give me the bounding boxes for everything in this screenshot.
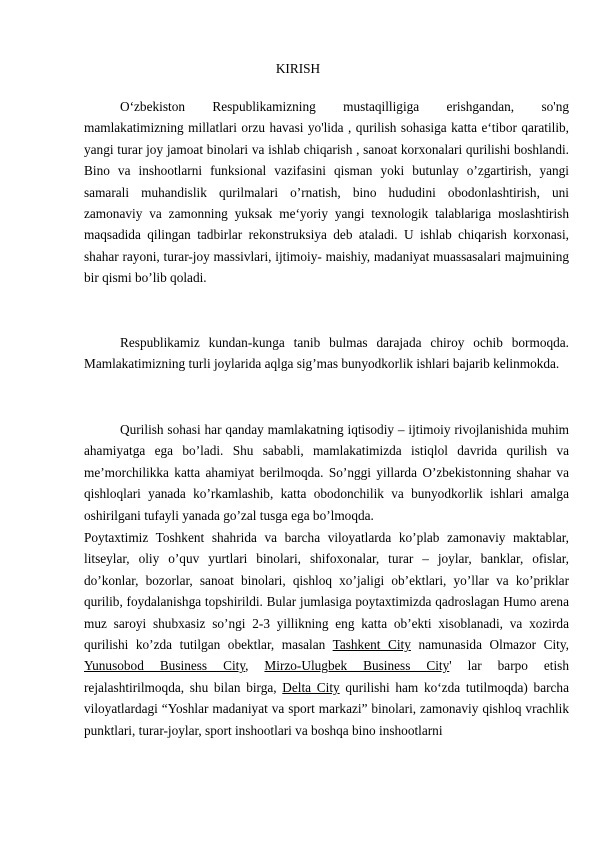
paragraph-4 xyxy=(84,527,569,741)
paragraph-4-text-3: , xyxy=(245,658,265,674)
link-tashkent-city[interactable]: Tashkent City xyxy=(332,637,411,653)
paragraph-2: Respublikamiz kundan-kunga tanib bulmas darajada chiroy ochib bormoqda. Mamlakatimizning turli joylarida aqlga sig’mas bunyodkorlik ishlari bajarib kelinmokda. xyxy=(84,335,569,372)
paragraph-4-text-4: ' lar barpo etish rejalashtirilmoqda, shu bilan birga, xyxy=(84,658,570,695)
link-yunusobod-business-city[interactable]: Yunusobod Business City xyxy=(84,658,246,674)
paragraph-3: Qurilish sohasi har qanday mamlakatning iqtisodiy – ijtimoiy rivojlanishida muhim ahamiyatga ega bo’ladi. Shu sababli, mamlakatimizda istiqlol davrida qurilish va me’morchilikka katta ahamiyat berilmoqda. So’nggi yillarda O’zbekistonning shahar va qishloqlari yanada ko’rkamlashib, katta obodonchilik va bunyodkorlik ishlari amalga oshirilgani tufayli yanada go’zal tusga ega bo’lmoqda. xyxy=(84,422,569,523)
paragraph-4-text-5: qurilishi ham ko‘zda tutilmoqda) barcha viloyatlardagi “Yoshlar madaniyat va sport markazi” binolari, zamonaviy qishloq vrachlik punktlari, turar-joylar, sport inshootlari va boshqa bino inshootlarni xyxy=(84,679,569,738)
paragraph-4-text-1: Poytaxtimiz Toshkent shahrida va barcha viloyatlarda ko’plab zamonaviy maktablar, litseylar, oliy o’quv yurtlari binolari, shifoxonalar, turar – joylar, banklar, ofislar, do’konlar, bozorlar, sanoat binolari, qishloq xo’jaligi ob’ektlari, yo’llar va ko’priklar qurilib, foydalanishga topshirildi. Bular jumlasiga poytaxtimizda qadroslagan Humo arena muz saroyi shubxasiz so’ngi 2-3 yillikning eng katta ob’ekti xisoblanadi, va xozirda qurilishi ko’zda tutilgan obektlar, masalan xyxy=(84,530,569,653)
paragraph-1: O‘zbekiston Respublikamizning mustaqilligiga erishgandan, so'ng mamlakatimizning millatlari orzu havasi yo'lida , qurilish sohasiga katta e‘tibor qaratilib, yangi turar joy jamoat binolari va ishlab chiqarish , sanoat korxonalari qurilishi boshlandi. Bino va inshootlarni funksional vazifasini qisman yoki butunlay o’zgartirish, yangi samarali muhandislik qurilmalari o’rnatish, bino hududini obodonlashtirish, uni zamonaviy va zamonning yuksak me‘yoriy yangi texnologik talablariga moslashtirish maqsadida qilingan tadbirlar rekonstruksiya deb ataladi. U ishlab chiqarish korxonasi, shahar rayoni, turar-joy massivlari, ijtimoiy- maishiy, madaniyat muassasalari majmuining bir qismi bo’lib qoladi. xyxy=(84,99,569,286)
page-title: KIRISH xyxy=(275,61,321,76)
link-mirzo-ulugbek-business-city[interactable]: Mirzo-Ulugbek Business City xyxy=(264,658,450,674)
link-delta-city[interactable]: Delta City xyxy=(282,679,340,695)
paragraph-4-text-2: namunasida Olmazor City, xyxy=(410,637,569,653)
